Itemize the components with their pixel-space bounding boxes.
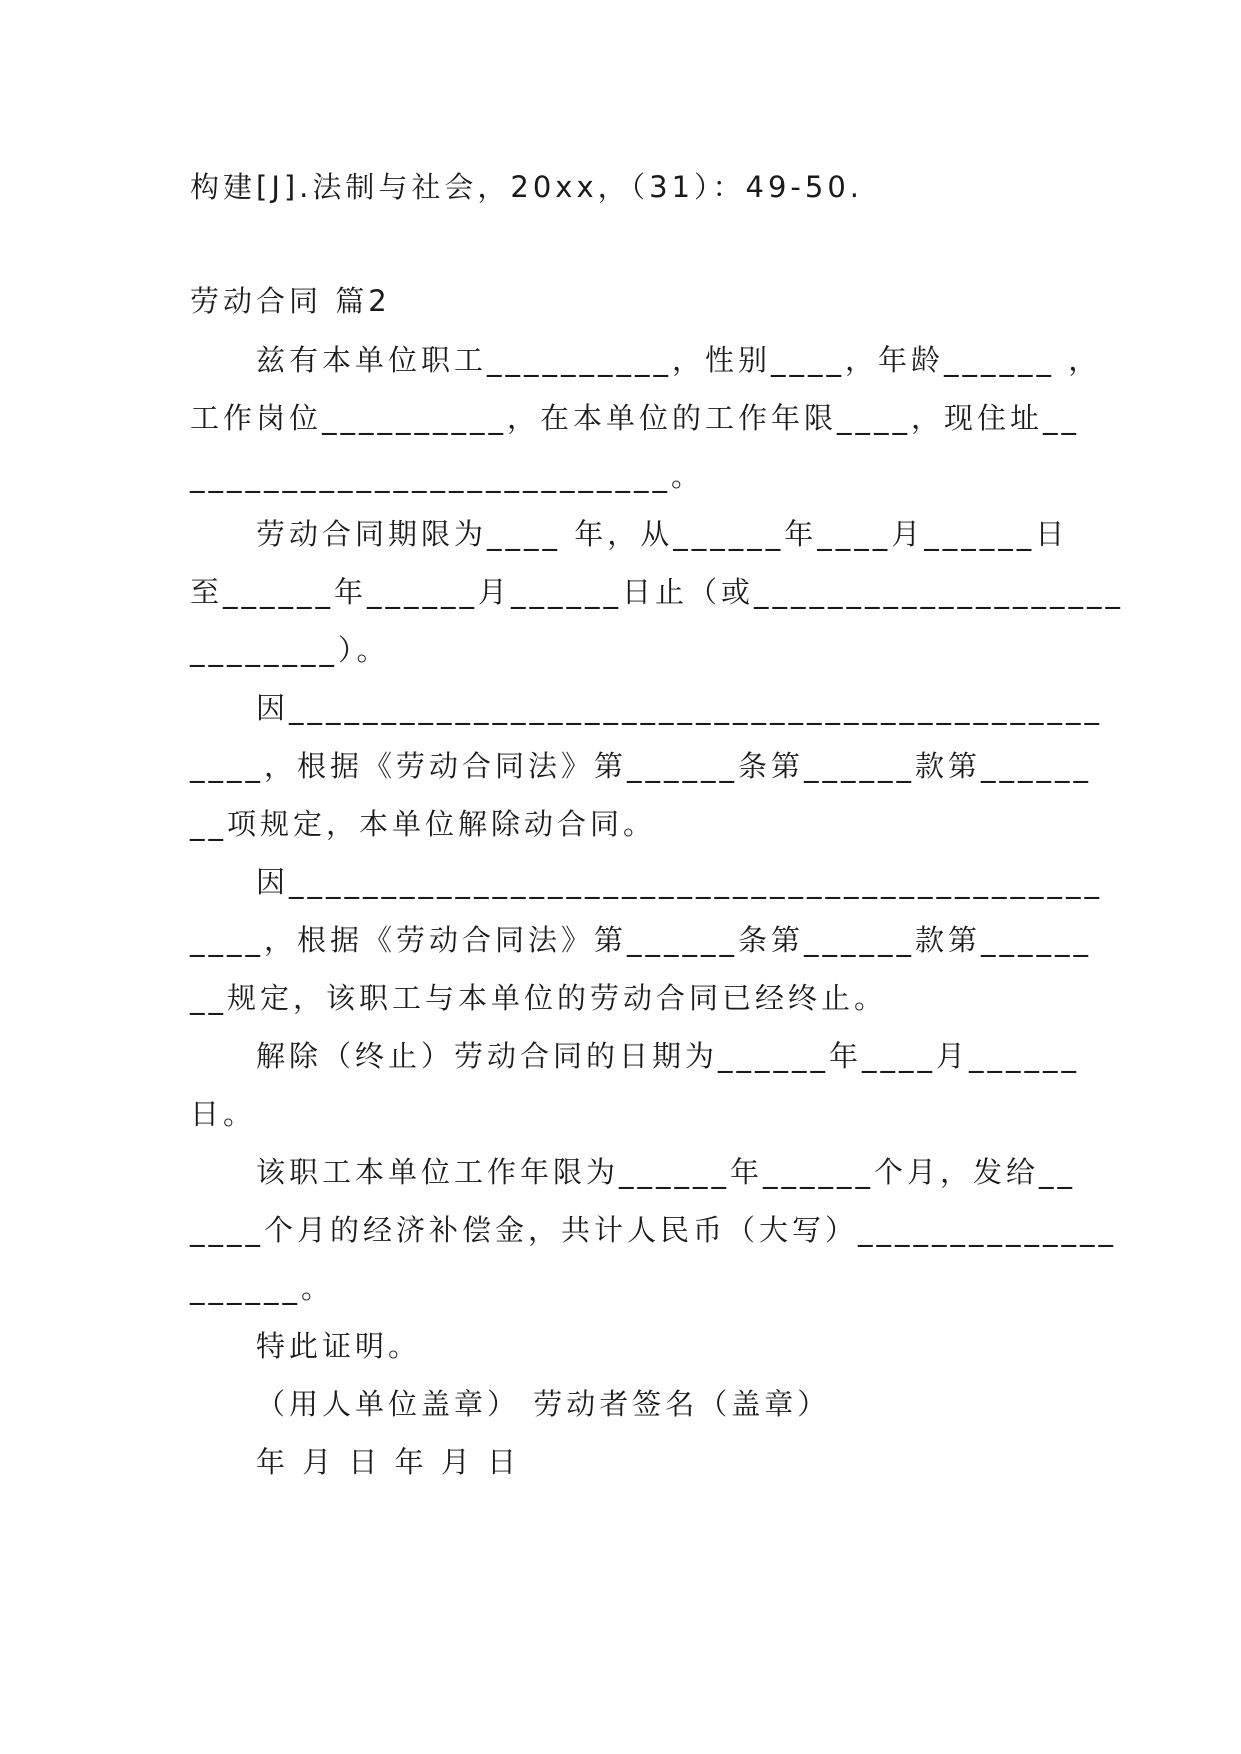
paragraph-line: ________）。 — [190, 633, 390, 667]
signature-dates: 年 月 日 年 月 日 — [256, 1445, 521, 1479]
paragraph-line: ____，根据《劳动合同法》第______条第______款第______ — [190, 749, 1093, 783]
paragraph-line: 因____________________________________________ — [256, 865, 1104, 899]
closing-statement: 特此证明。 — [256, 1329, 422, 1363]
paragraph-line: 该职工本单位工作年限为______年______个月，发给__ — [256, 1155, 1077, 1189]
paragraph-line: 劳动合同期限为____ 年，从______年____月______日 — [256, 517, 1069, 551]
reference-continuation: 构建[J].法制与社会，20xx，（31）：49-50. — [190, 170, 864, 204]
paragraph-line: ______。 — [190, 1271, 335, 1305]
section-heading: 劳动合同 篇2 — [190, 284, 391, 318]
paragraph-line: 兹有本单位职工__________，性别____，年龄______ ， — [256, 343, 1102, 377]
paragraph-line: __规定，该职工与本单位的劳动合同已经终止。 — [190, 981, 888, 1015]
paragraph-line: 日。 — [190, 1097, 257, 1131]
signature-labels: （用人单位盖章） 劳动者签名（盖章） — [256, 1387, 831, 1421]
paragraph-line: ____，根据《劳动合同法》第______条第______款第______ — [190, 923, 1093, 957]
paragraph-line: __________________________。 — [190, 459, 705, 493]
paragraph-line: ____个月的经济补偿金，共计人民币（大写）______________ — [190, 1213, 1118, 1247]
paragraph-line: __项规定，本单位解除动合同。 — [190, 807, 657, 841]
paragraph-line: 至______年______月______日止（或____________________ — [190, 575, 1125, 609]
paragraph-line: 工作岗位__________，在本单位的工作年限____，现住址__ — [190, 401, 1081, 435]
paragraph-line: 因____________________________________________ — [256, 691, 1104, 725]
paragraph-line: 解除（终止）劳动合同的日期为______年____月______ — [256, 1039, 1081, 1073]
